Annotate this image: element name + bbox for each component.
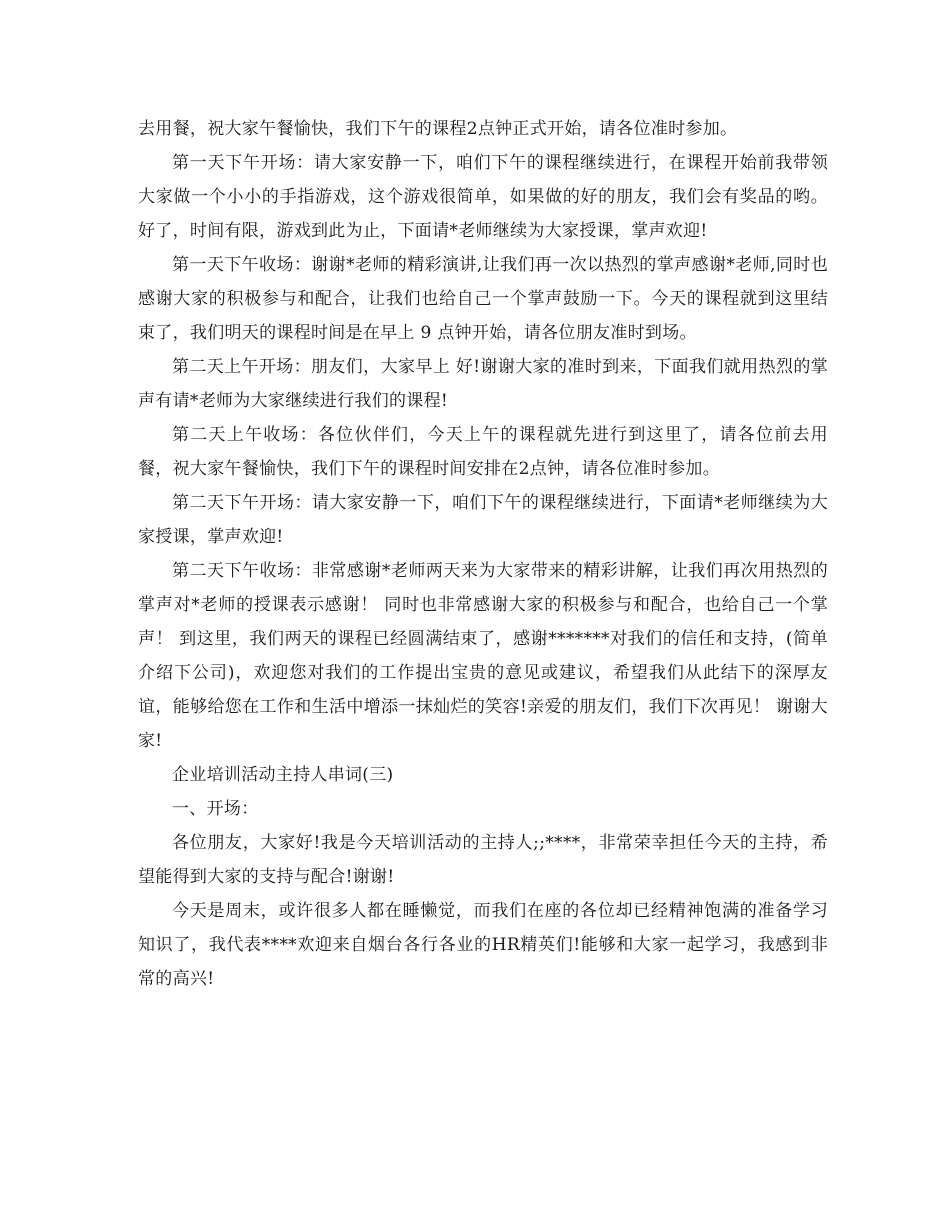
document-page bbox=[138, 112, 828, 996]
paragraph-lunch-closing: 去用餐，祝大家午餐愉快，我们下午的课程2点钟正式开始，请各位准时参加。 bbox=[138, 119, 738, 139]
section-heading: 企业培训活动主持人串词(三) bbox=[172, 765, 394, 785]
paragraph-day1-afternoon-opening: 第一天下午开场：请大家安静一下，咱们下午的课程继续进行，在课程开始前我带领大家做一个小小的手指游戏，这个游戏很简单，如果做的好的朋友，我们会有奖品的哟。 好了，时间有限，游戏到此为止，下面请*老师继续为大家授课，掌声欢迎! bbox=[138, 153, 828, 241]
paragraph-day2-morning-opening: 第二天上午开场：朋友们，大家早上 好!谢谢大家的准时到来，下面我们就用热烈的掌声有请*老师为大家继续进行我们的课程! bbox=[138, 357, 828, 411]
paragraph-day1-afternoon-closing: 第一天下午收场：谢谢*老师的精彩演讲,让我们再一次以热烈的掌声感谢*老师,同时也感谢大家的积极参与和配合，让我们也给自己一个掌声鼓励一下。今天的课程就到这里结束了，我们明天的课程时间是在早上 9 点钟开始，请各位朋友准时到场。 bbox=[138, 255, 828, 343]
paragraph-day2-morning-closing: 第二天上午收场：各位伙伴们，今天上午的课程就先进行到这里了，请各位前去用餐，祝大家午餐愉快，我们下午的课程时间安排在2点钟，请各位准时参加。 bbox=[138, 425, 828, 479]
paragraph-day2-afternoon-opening: 第二天下午开场：请大家安静一下，咱们下午的课程继续进行，下面请*老师继续为大家授课，掌声欢迎! bbox=[138, 493, 828, 547]
paragraph-weekend-welcome: 今天是周末，或许很多人都在睡懒觉，而我们在座的各位却已经精神饱满的准备学习知识了，我代表****欢迎来自烟台各行各业的HR精英们!能够和大家一起学习，我感到非常的高兴! bbox=[138, 901, 828, 989]
paragraph-host-greeting: 各位朋友，大家好!我是今天培训活动的主持人;;****，非常荣幸担任今天的主持，希望能得到大家的支持与配合!谢谢! bbox=[138, 833, 828, 887]
paragraph-day2-afternoon-closing: 第二天下午收场：非常感谢*老师两天来为大家带来的精彩讲解，让我们再次用热烈的掌声对*老师的授课表示感谢！ 同时也非常感谢大家的积极参与和配合，也给自己一个掌声！ 到这里，我们两天的课程已经圆满结束了，感谢*******对我们的信任和支持，(简单介绍下公司)，欢迎您对我们的工作提出宝贵的意见或建议，希望我们从此结下的深厚友谊，能够给您在工作和生活中增添一抹灿烂的笑容!亲爱的朋友们，我们下次再见！ 谢谢大家! bbox=[138, 561, 828, 751]
subsection-heading-opening: 一、开场： bbox=[172, 799, 259, 819]
